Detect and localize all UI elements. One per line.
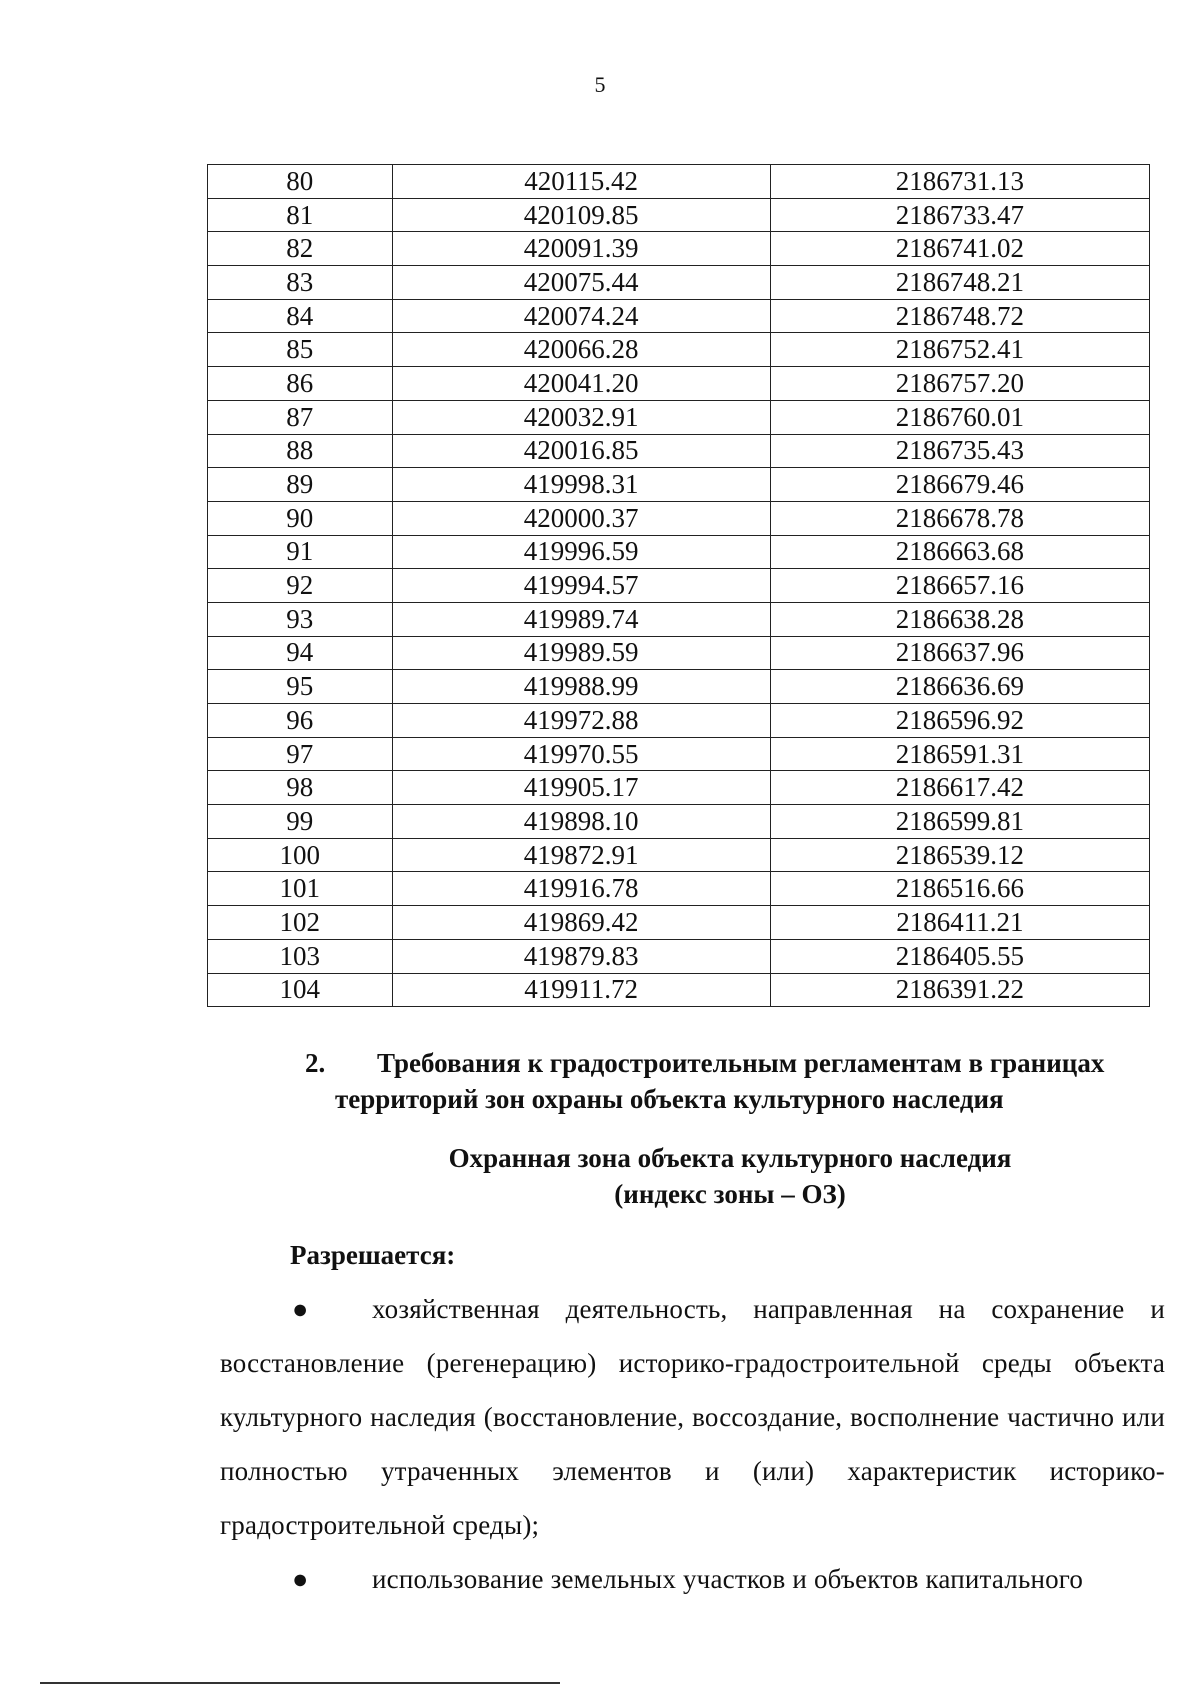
table-row xyxy=(208,569,1150,603)
x-coordinate-cell: 419879.83 xyxy=(392,939,770,973)
x-coordinate-cell: 420041.20 xyxy=(392,367,770,401)
table-row xyxy=(208,434,1150,468)
x-coordinate-cell: 420016.85 xyxy=(392,434,770,468)
zone-title-line2: (индекс зоны – ОЗ) xyxy=(614,1179,846,1209)
section-title-line2: территорий зон охраны объекта культурного наследия xyxy=(335,1084,1004,1114)
y-coordinate-cell: 2186741.02 xyxy=(770,232,1149,266)
point-number-cell: 102 xyxy=(208,906,393,940)
table-row xyxy=(208,872,1150,906)
point-number-cell: 86 xyxy=(208,367,393,401)
table-row xyxy=(208,367,1150,401)
table-row xyxy=(208,973,1150,1007)
point-number-cell: 81 xyxy=(208,198,393,232)
point-number-cell: 96 xyxy=(208,704,393,738)
y-coordinate-cell: 2186405.55 xyxy=(770,939,1149,973)
y-coordinate-cell: 2186591.31 xyxy=(770,737,1149,771)
x-coordinate-cell: 419905.17 xyxy=(392,771,770,805)
table-row xyxy=(208,636,1150,670)
x-coordinate-cell: 419998.31 xyxy=(392,468,770,502)
y-coordinate-cell: 2186757.20 xyxy=(770,367,1149,401)
x-coordinate-cell: 419869.42 xyxy=(392,906,770,940)
y-coordinate-cell: 2186748.72 xyxy=(770,299,1149,333)
point-number-cell: 88 xyxy=(208,434,393,468)
x-coordinate-cell: 420074.24 xyxy=(392,299,770,333)
table-row xyxy=(208,670,1150,704)
table-row xyxy=(208,333,1150,367)
table-row xyxy=(208,165,1150,199)
y-coordinate-cell: 2186657.16 xyxy=(770,569,1149,603)
table-row xyxy=(208,805,1150,839)
y-coordinate-cell: 2186678.78 xyxy=(770,501,1149,535)
table-row xyxy=(208,771,1150,805)
footer-divider xyxy=(40,1682,560,1684)
point-number-cell: 101 xyxy=(208,872,393,906)
x-coordinate-cell: 420109.85 xyxy=(392,198,770,232)
paragraph-text: хозяйственная деятельность, направленная на сохранение и восстановление (регенерацию) историко-градостроительной среды объекта культурного наследия (восстановление, воссоздание, восполнение частично или полностью утраченных элементов и (или) характеристик историко-градостроительной среды); xyxy=(220,1294,1165,1540)
x-coordinate-cell: 419972.88 xyxy=(392,704,770,738)
point-number-cell: 80 xyxy=(208,165,393,199)
x-coordinate-cell: 419898.10 xyxy=(392,805,770,839)
x-coordinate-cell: 419911.72 xyxy=(392,973,770,1007)
y-coordinate-cell: 2186391.22 xyxy=(770,973,1149,1007)
point-number-cell: 89 xyxy=(208,468,393,502)
y-coordinate-cell: 2186752.41 xyxy=(770,333,1149,367)
point-number-cell: 95 xyxy=(208,670,393,704)
point-number-cell: 99 xyxy=(208,805,393,839)
point-number-cell: 104 xyxy=(208,973,393,1007)
coordinates-table xyxy=(207,164,1150,1007)
page-number: 5 xyxy=(594,72,606,97)
point-number-cell: 94 xyxy=(208,636,393,670)
point-number-cell: 92 xyxy=(208,569,393,603)
y-coordinate-cell: 2186411.21 xyxy=(770,906,1149,940)
paragraph-bullet-2 xyxy=(220,1552,1165,1606)
x-coordinate-cell: 420115.42 xyxy=(392,165,770,199)
zone-title xyxy=(330,1140,1130,1212)
x-coordinate-cell: 419970.55 xyxy=(392,737,770,771)
y-coordinate-cell: 2186733.47 xyxy=(770,198,1149,232)
point-number-cell: 87 xyxy=(208,400,393,434)
bullet-icon: ● xyxy=(292,1294,309,1324)
table-row xyxy=(208,939,1150,973)
table-row xyxy=(208,737,1150,771)
zone-title-line1: Охранная зона объекта культурного наследия xyxy=(448,1143,1012,1173)
x-coordinate-cell: 419916.78 xyxy=(392,872,770,906)
y-coordinate-cell: 2186760.01 xyxy=(770,400,1149,434)
table-row xyxy=(208,501,1150,535)
point-number-cell: 93 xyxy=(208,602,393,636)
table-row xyxy=(208,535,1150,569)
section-number: 2. xyxy=(305,1048,326,1078)
point-number-cell: 85 xyxy=(208,333,393,367)
x-coordinate-cell: 420066.28 xyxy=(392,333,770,367)
table-row xyxy=(208,400,1150,434)
allowed-label: Разрешается: xyxy=(290,1240,456,1270)
table-row xyxy=(208,266,1150,300)
section-title-line1: Требования к градостроительным регламентам в границах xyxy=(377,1048,1105,1078)
y-coordinate-cell: 2186539.12 xyxy=(770,838,1149,872)
paragraph-bullet-1 xyxy=(220,1282,1165,1552)
x-coordinate-cell: 419989.59 xyxy=(392,636,770,670)
y-coordinate-cell: 2186679.46 xyxy=(770,468,1149,502)
table-row xyxy=(208,468,1150,502)
x-coordinate-cell: 419989.74 xyxy=(392,602,770,636)
y-coordinate-cell: 2186599.81 xyxy=(770,805,1149,839)
point-number-cell: 83 xyxy=(208,266,393,300)
y-coordinate-cell: 2186636.69 xyxy=(770,670,1149,704)
y-coordinate-cell: 2186748.21 xyxy=(770,266,1149,300)
y-coordinate-cell: 2186663.68 xyxy=(770,535,1149,569)
table-row xyxy=(208,232,1150,266)
section-heading xyxy=(305,1045,1150,1117)
table-row xyxy=(208,198,1150,232)
x-coordinate-cell: 420032.91 xyxy=(392,400,770,434)
table-row xyxy=(208,838,1150,872)
point-number-cell: 100 xyxy=(208,838,393,872)
point-number-cell: 98 xyxy=(208,771,393,805)
x-coordinate-cell: 419996.59 xyxy=(392,535,770,569)
bullet-icon: ● xyxy=(292,1564,309,1594)
x-coordinate-cell: 420000.37 xyxy=(392,501,770,535)
point-number-cell: 82 xyxy=(208,232,393,266)
y-coordinate-cell: 2186638.28 xyxy=(770,602,1149,636)
point-number-cell: 91 xyxy=(208,535,393,569)
y-coordinate-cell: 2186617.42 xyxy=(770,771,1149,805)
table-row xyxy=(208,704,1150,738)
point-number-cell: 103 xyxy=(208,939,393,973)
x-coordinate-cell: 420075.44 xyxy=(392,266,770,300)
y-coordinate-cell: 2186516.66 xyxy=(770,872,1149,906)
table-row xyxy=(208,299,1150,333)
point-number-cell: 90 xyxy=(208,501,393,535)
x-coordinate-cell: 420091.39 xyxy=(392,232,770,266)
y-coordinate-cell: 2186735.43 xyxy=(770,434,1149,468)
paragraph-text: использование земельных участков и объектов капитального xyxy=(372,1564,1084,1594)
x-coordinate-cell: 419988.99 xyxy=(392,670,770,704)
point-number-cell: 97 xyxy=(208,737,393,771)
table-row xyxy=(208,602,1150,636)
y-coordinate-cell: 2186637.96 xyxy=(770,636,1149,670)
table-row xyxy=(208,906,1150,940)
x-coordinate-cell: 419994.57 xyxy=(392,569,770,603)
point-number-cell: 84 xyxy=(208,299,393,333)
y-coordinate-cell: 2186596.92 xyxy=(770,704,1149,738)
y-coordinate-cell: 2186731.13 xyxy=(770,165,1149,199)
x-coordinate-cell: 419872.91 xyxy=(392,838,770,872)
